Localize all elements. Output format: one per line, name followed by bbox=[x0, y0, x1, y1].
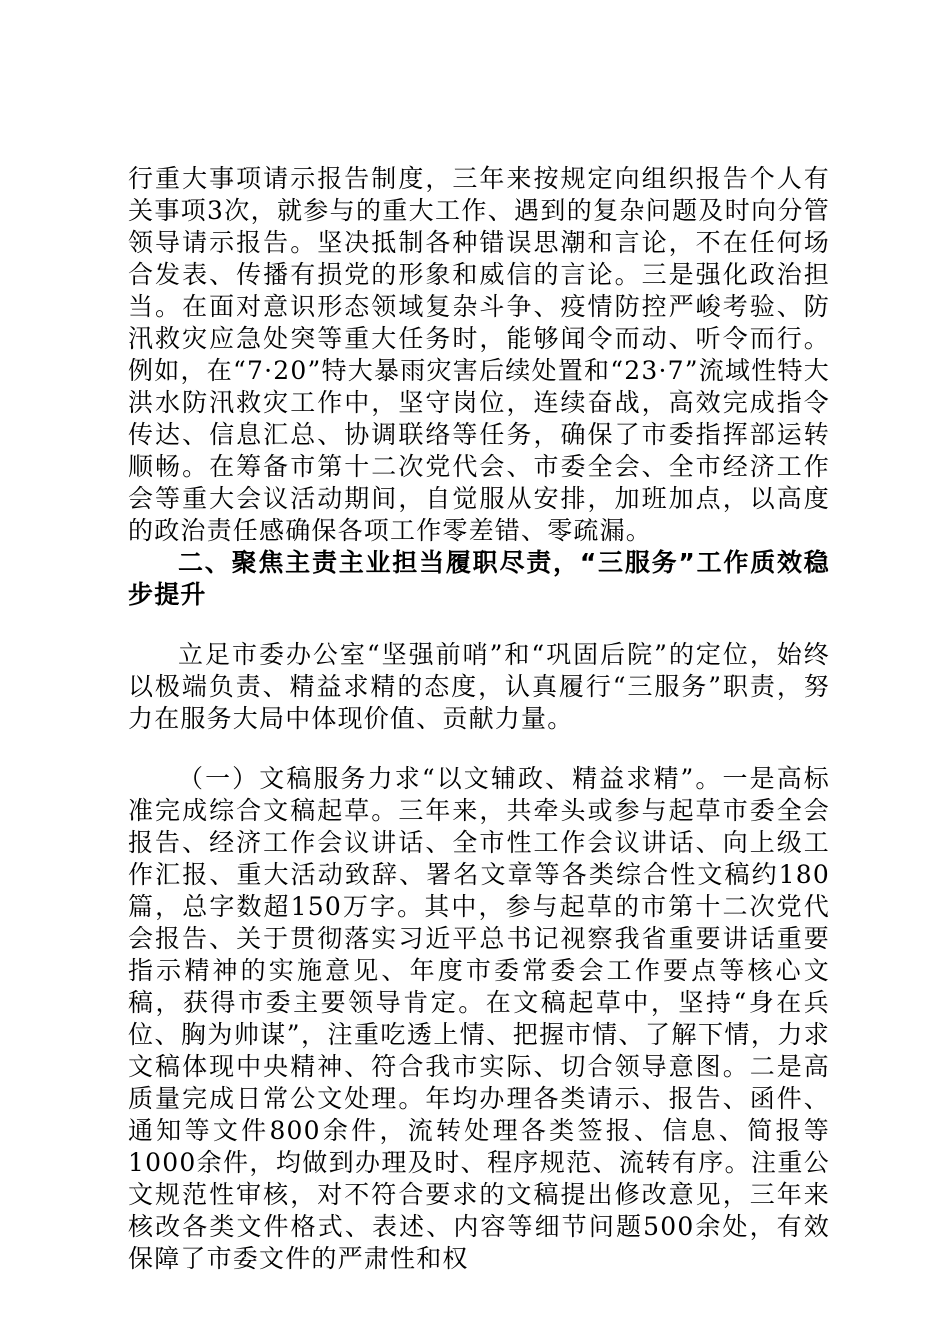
paragraph-section-intro: 立足市委办公室“坚强前哨”和“巩固后院”的定位，始终以极端负责、精益求精的态度，认真履行“三服务”职责，努力在服务大局中体现价值、贡献力量。 bbox=[128, 640, 830, 733]
paragraph-political-responsibility: 行重大事项请示报告制度，三年来按规定向组织报告个人有关事项3次，就参与的重大工作、遇到的复杂问题及时向分管领导请示报告。坚决抵制各种错误思潮和言论，不在任何场合发表、传播有损党的形象和威信的言论。三是强化政治担当。在面对意识形态领域复杂斗争、疫情防控严峻考验、防汛救灾应急处突等重大任务时，能够闻令而动、听令而行。例如，在“7·20”特大暴雨灾害后续处置和“23·7”流域性特大洪水防汛救灾工作中，坚守岗位，连续奋战，高效完成指令传达、信息汇总、协调联络等任务，确保了市委指挥部运转顺畅。在筹备市第十二次党代会、市委全会、全市经济工作会等重大会议活动期间，自觉服从安排，加班加点，以高度的政治责任感确保各项工作零差错、零疏漏。 bbox=[128, 164, 830, 545]
document-page bbox=[128, 163, 830, 1275]
paragraph-document-service: （一）文稿服务力求“以文辅政、精益求精”。一是高标准完成综合文稿起草。三年来，共牵头或参与起草市委全会报告、经济工作会议讲话、全市性工作会议讲话、向上级工作汇报、重大活动致辞、署名文章等各类综合性文稿约180篇，总字数超150万字。其中，参与起草的市第十二次党代会报告、关于贯彻落实习近平总书记视察我省重要讲话重要指示精神的实施意见、年度市委常委会工作要点等核心文稿，获得市委主要领导肯定。在文稿起草中，坚持“身在兵位、胸为帅谋”，注重吃透上情、把握市情、了解下情，力求文稿体现中央精神、符合我市实际、切合领导意图。二是高质量完成日常公文处理。年均办理各类请示、报告、函件、通知等文件800余件，流转处理各类签报、信息、简报等1000余件，均做到办理及时、程序规范、流转有序。注重公文规范性审核，对不符合要求的文稿提出修改意见，三年来核改各类文件格式、表述、内容等细节问题500余处，有效保障了市委文件的严肃性和权 bbox=[128, 764, 830, 1273]
section-heading-two: 二、聚焦主责主业担当履职尽责，“三服务”工作质效稳步提升 bbox=[128, 548, 830, 609]
